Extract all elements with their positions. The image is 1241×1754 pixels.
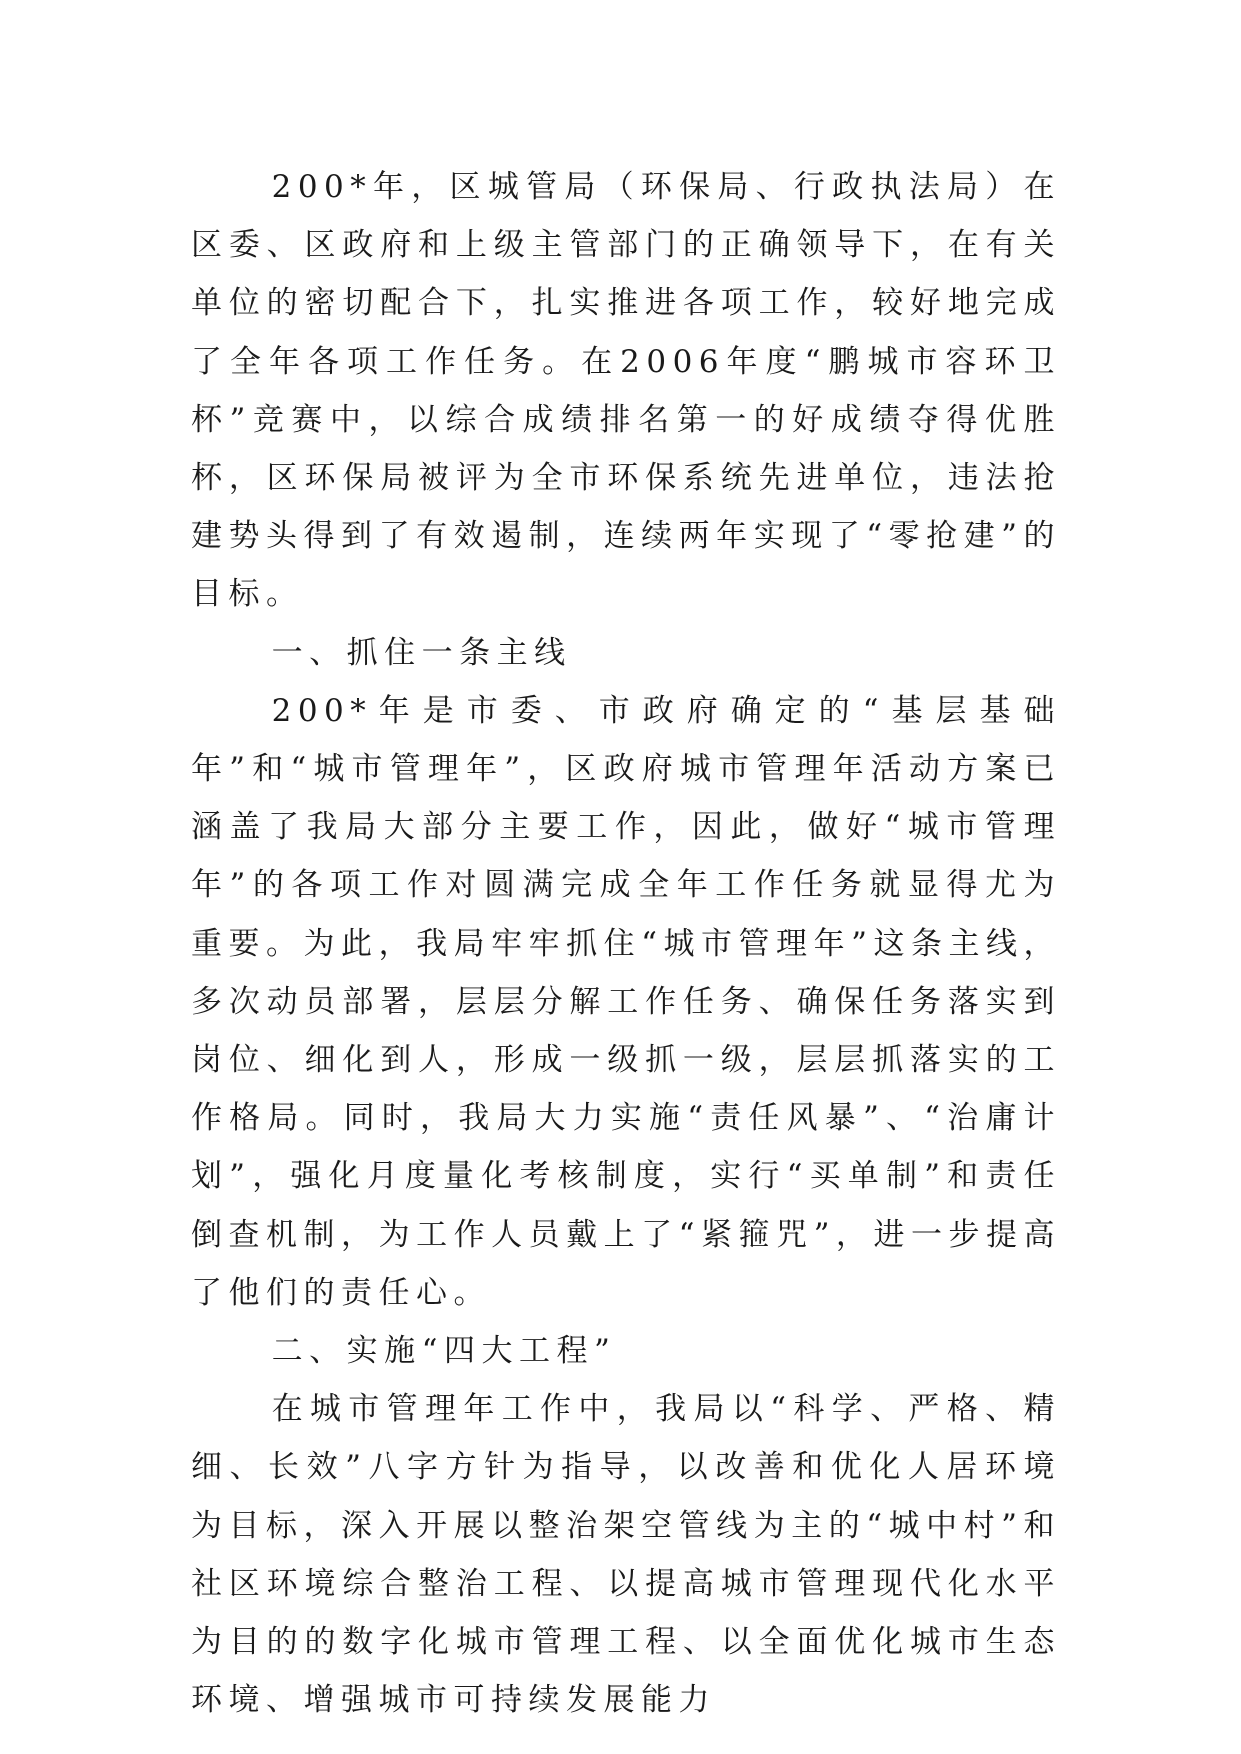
paragraph-section-1: 200*年是市委、市政府确定的“基层基础年”和“城市管理年”，区政府城市管理年活动方案已涵盖了我局大部分主要工作，因此，做好“城市管理年”的各项工作对圆满完成全年工作任务就显得尤为重要。为此，我局牢牢抓住“城市管理年”这条主线，多次动员部署，层层分解工作任务、确保任务落实到岗位、细化到人，形成一级抓一级，层层抓落实的工作格局。同时，我局大力实施“责任风暴”、“治庸计划”，强化月度量化考核制度，实行“买单制”和责任倒查机制，为工作人员戴上了“紧箍咒”，进一步提高了他们的责任心。	[191, 692, 1061, 1311]
document-body	[191, 158, 1061, 1729]
paragraph-section-2: 在城市管理年工作中，我局以“科学、严格、精细、长效”八字方针为指导，以改善和优化人居环境为目标，深入开展以整治架空管线为主的“城中村”和社区环境综合整治工程、以提高城市管理现代化水平为目的的数字化城市管理工程、以全面优化城市生态环境、增强城市可持续发展能力	[191, 1391, 1061, 1719]
paragraph-intro: 200*年，区城管局（环保局、行政执法局）在区委、区政府和上级主管部门的正确领导下，在有关单位的密切配合下，扎实推进各项工作，较好地完成了全年各项工作任务。在2006年度“鹏城市容环卫杯”竞赛中，以综合成绩排名第一的好成绩夺得优胜杯，区环保局被评为全市环保系统先进单位，违法抢建势头得到了有效遏制，连续两年实现了“零抢建”的目标。	[191, 169, 1061, 613]
section-heading-1: 一、抓住一条主线	[271, 634, 572, 671]
section-heading-2: 二、实施“四大工程”	[271, 1333, 617, 1370]
